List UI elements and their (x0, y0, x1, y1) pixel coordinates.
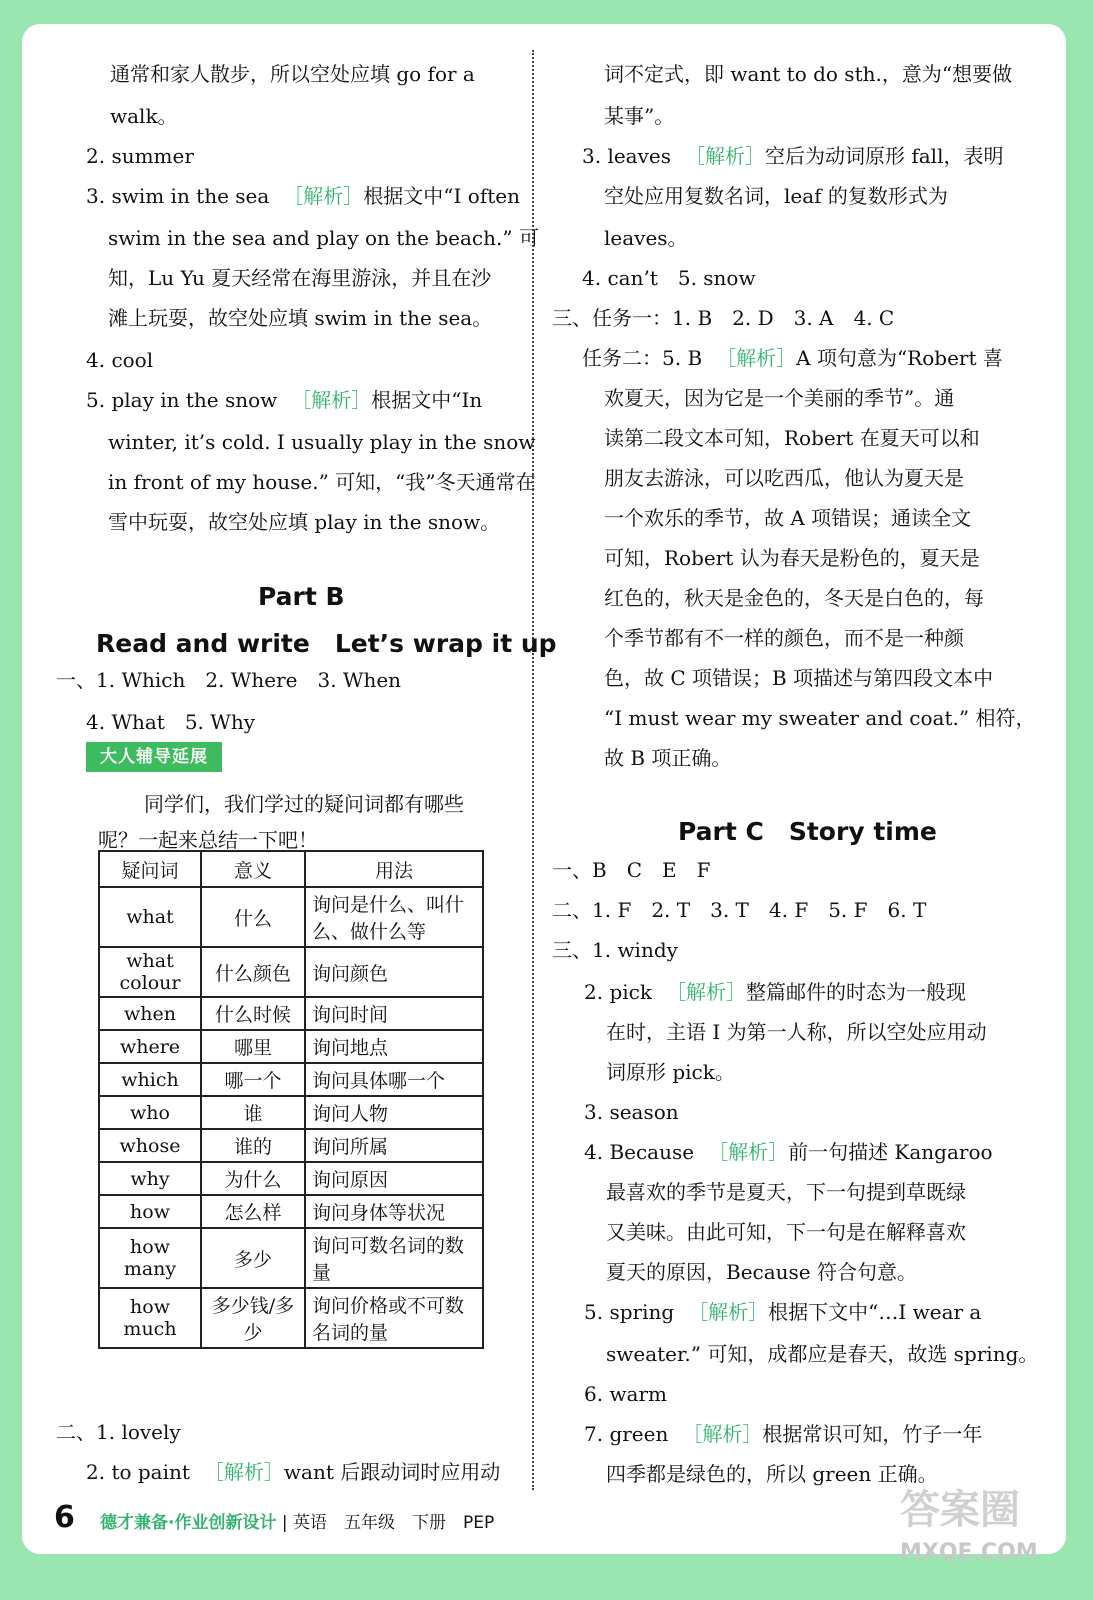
line-text: swim in the sea and play on the beach.” 可 (108, 226, 539, 250)
table-header-cell: 意义 (201, 851, 305, 887)
watermark-site: MXQE.COM (900, 1540, 1038, 1565)
left-text-line (86, 348, 153, 372)
line-text: 滩上玩耍，故空处应填 swim in the sea。 (108, 306, 493, 330)
table-cell: whose (99, 1129, 201, 1162)
left-text-line (86, 184, 520, 208)
table-cell: 谁的 (201, 1129, 305, 1162)
line-text-rest: 整篇邮件的时态为一般现 (745, 980, 966, 1004)
table-cell: what (99, 887, 201, 947)
line-text: 通常和家人散步，所以空处应填 go for a (110, 62, 475, 86)
line-text: 个季节都有不一样的颜色，而不是一种颜 (604, 626, 964, 650)
left-text-line (86, 144, 194, 168)
table-cell: 什么时候 (201, 997, 305, 1030)
table-row (99, 887, 483, 947)
line-text: 故 B 项正确。 (604, 746, 732, 770)
line-text: 5. play in the snow (86, 388, 278, 412)
left-text-line (108, 266, 491, 290)
table-cell: which (99, 1063, 201, 1096)
left-text-line (108, 306, 492, 330)
line-text-rest: want 后跟动词时应用动 (283, 1460, 501, 1484)
heading-part-c: Part C Story time (678, 817, 937, 846)
watermark-logo: 答案圈 (900, 1487, 1020, 1533)
right-text-line (582, 144, 1003, 168)
line-text: 任务二：5. B (582, 346, 703, 370)
right-text-line (604, 546, 980, 570)
line-text: 色，故 C 项错误；B 项描述与第四段文本中 (604, 666, 994, 690)
table-cell: 谁 (201, 1096, 305, 1129)
line-text: 3. season (584, 1100, 679, 1124)
table-cell: 怎么样 (201, 1195, 305, 1228)
line-text: 4. can’t 5. snow (582, 266, 756, 290)
table-row (99, 947, 483, 997)
analysis-tag: ［解析］ (685, 144, 765, 168)
line-text: 知，Lu Yu 夏天经常在海里游泳，并且在沙 (108, 266, 492, 290)
heading-part-b: Part B (258, 582, 345, 611)
table-cell: 询问原因 (305, 1162, 483, 1195)
right-text-line (604, 746, 731, 770)
line-text: 同学们，我们学过的疑问词都有哪些 (144, 792, 464, 816)
line-text: 朋友去游泳，可以吃西瓜，他认为夏天是 (604, 466, 964, 490)
right-text-line (582, 266, 756, 290)
line-text: 三、1. windy (552, 938, 678, 962)
right-text-line (606, 1342, 1038, 1366)
line-text: 三、任务一：1. B 2. D 3. A 4. C (552, 306, 895, 330)
line-text: 又美味。由此可知，下一句是在解释喜欢 (606, 1220, 966, 1244)
table-cell: when (99, 997, 201, 1030)
table-cell: 询问可数名词的数量 (305, 1228, 483, 1288)
right-text-line (606, 1260, 917, 1284)
line-text: 2. summer (86, 144, 194, 168)
line-text-rest: 根据常识可知，竹子一年 (762, 1422, 983, 1446)
line-text: 二、1. lovely (56, 1420, 181, 1444)
right-text-line (604, 666, 993, 690)
right-text-line (606, 1020, 987, 1044)
left-text-line (108, 226, 539, 250)
left-text-line (144, 792, 464, 816)
right-text-line (604, 586, 984, 610)
line-text: sweater.” 可知，成都应是春天，故选 spring。 (606, 1342, 1039, 1366)
line-text: 4. What 5. Why (86, 710, 256, 734)
table-cell: how much (99, 1288, 201, 1348)
table-cell: 询问时间 (305, 997, 483, 1030)
right-text-line (604, 706, 1035, 730)
analysis-tag: ［解析］ (682, 1422, 763, 1446)
right-text-line (584, 1382, 667, 1406)
right-text-line (584, 1422, 982, 1446)
left-text-line (98, 828, 318, 852)
table-row (99, 1129, 483, 1162)
table-cell: 询问是什么、叫什么、做什么等 (305, 887, 483, 947)
right-text-line (604, 626, 964, 650)
line-text: 最喜欢的季节是夏天，下一句提到草既绿 (606, 1180, 966, 1204)
footer-brand: 德才兼备·作业创新设计 (100, 1513, 277, 1533)
line-text: 雪中玩耍，故空处应填 play in the snow。 (108, 510, 501, 534)
line-text: 呢？一起来总结一下吧！ (98, 828, 318, 852)
line-text: 3. leaves (582, 144, 671, 168)
right-text-line (604, 62, 1012, 86)
table-header-cell: 疑问词 (99, 851, 201, 887)
right-text-line (606, 1060, 735, 1084)
line-text: 可知，Robert 认为春天是粉色的，夏天是 (604, 546, 980, 570)
line-text: walk。 (110, 104, 178, 128)
table-cell: 询问所属 (305, 1129, 483, 1162)
right-text-line (604, 506, 971, 530)
line-text: in front of my house.” 可知，“我”冬天通常在 (108, 470, 536, 494)
analysis-tag: ［解析］ (203, 1460, 284, 1484)
right-text-line (552, 898, 926, 922)
column-divider (532, 50, 534, 1490)
left-text-line (86, 388, 482, 412)
table-cell: 多少钱/多少 (201, 1288, 305, 1348)
table-header-row (99, 851, 483, 887)
line-text: 4. cool (86, 348, 154, 372)
right-text-line (604, 426, 980, 450)
line-text: 5. spring (584, 1300, 675, 1324)
table-cell: 什么颜色 (201, 947, 305, 997)
table-cell: 询问人物 (305, 1096, 483, 1129)
right-text-line (604, 226, 688, 250)
left-text-line (56, 668, 401, 692)
right-text-line (604, 386, 954, 410)
right-text-line (552, 938, 678, 962)
question-words-table (98, 850, 484, 1349)
line-text: 2. to paint (86, 1460, 190, 1484)
right-text-line (552, 858, 710, 882)
line-text: 一、B C E F (552, 858, 711, 882)
table-row (99, 1288, 483, 1348)
line-text-rest: 空后为动词原形 fall，表明 (765, 144, 1004, 168)
line-text-rest: 根据下文中“…I wear a (768, 1300, 982, 1324)
analysis-tag: ［解析］ (291, 388, 372, 412)
table-cell: 询问价格或不可数名词的量 (305, 1288, 483, 1348)
table-cell: how many (99, 1228, 201, 1288)
line-text: 二、1. F 2. T 3. T 4. F 5. F 6. T (552, 898, 927, 922)
analysis-tag: ［解析］ (665, 980, 746, 1004)
right-text-line (606, 1462, 938, 1486)
line-text-rest: 前一句描述 Kangaroo (788, 1140, 993, 1164)
right-text-line (584, 1140, 993, 1164)
table-row (99, 1228, 483, 1288)
left-text-line (56, 1420, 181, 1444)
table-row (99, 1195, 483, 1228)
table-cell: how (99, 1195, 201, 1228)
table-cell: 哪一个 (201, 1063, 305, 1096)
analysis-tag: ［解析］ (688, 1300, 769, 1324)
line-text: 四季都是绿色的，所以 green 正确。 (606, 1462, 938, 1486)
table-cell: what colour (99, 947, 201, 997)
line-text: 一、1. Which 2. Where 3. When (56, 668, 402, 692)
right-text-line (584, 1100, 679, 1124)
right-text-line (584, 980, 966, 1004)
table-cell: 询问地点 (305, 1030, 483, 1063)
tutor-extension-badge: 大人辅导延展 (86, 742, 222, 772)
analysis-tag: ［解析］ (708, 1140, 789, 1164)
table-cell: 为什么 (201, 1162, 305, 1195)
table-cell: 哪里 (201, 1030, 305, 1063)
line-text-rest: 根据文中“In (371, 388, 483, 412)
analysis-tag: ［解析］ (283, 184, 364, 208)
table-row (99, 1063, 483, 1096)
line-text-rest: 根据文中“I often (363, 184, 520, 208)
table-row (99, 1096, 483, 1129)
left-text-line (86, 1460, 500, 1484)
table-row (99, 1162, 483, 1195)
analysis-tag: ［解析］ (716, 346, 797, 370)
heading-read-and-write: Read and write Let’s wrap it up (96, 629, 557, 658)
line-text: winter, it’s cold. I usually play in the snow (108, 430, 536, 454)
table-cell: 什么 (201, 887, 305, 947)
left-text-line (108, 430, 535, 454)
line-text: 欢夏天，因为它是一个美丽的季节”。通 (604, 386, 955, 410)
line-text: 6. warm (584, 1382, 668, 1406)
line-text-rest: A 项句意为“Robert 喜 (796, 346, 1003, 370)
left-text-line (110, 62, 475, 86)
left-text-line (108, 470, 536, 494)
line-text: 某事”。 (604, 104, 675, 128)
line-text: 读第二段文本可知，Robert 在夏天可以和 (604, 426, 980, 450)
line-text: 2. pick (584, 980, 652, 1004)
line-text: leaves。 (604, 226, 688, 250)
right-text-line (604, 466, 964, 490)
line-text: 在时，主语 I 为第一人称，所以空处应用动 (606, 1020, 987, 1044)
page-number: 6 (54, 1500, 75, 1535)
table-cell: who (99, 1096, 201, 1129)
table-row (99, 1030, 483, 1063)
left-text-line (86, 710, 255, 734)
table-cell: 多少 (201, 1228, 305, 1288)
left-text-line (110, 104, 178, 128)
table-cell: why (99, 1162, 201, 1195)
right-text-line (584, 1300, 981, 1324)
line-text: 3. swim in the sea (86, 184, 270, 208)
footer-text (100, 1508, 494, 1533)
line-text: 4. Because (584, 1140, 695, 1164)
line-text: 夏天的原因，Because 符合句意。 (606, 1260, 917, 1284)
line-text: 红色的，秋天是金色的，冬天是白色的，每 (604, 586, 984, 610)
left-text-line (108, 510, 500, 534)
line-text: “I must wear my sweater and coat.” 相符， (604, 706, 1036, 730)
line-text: 一个欢乐的季节，故 A 项错误；通读全文 (604, 506, 972, 530)
table-row (99, 997, 483, 1030)
right-text-line (606, 1180, 966, 1204)
table-header-cell: 用法 (305, 851, 483, 887)
right-text-line (604, 184, 948, 208)
line-text: 词原形 pick。 (606, 1060, 735, 1084)
table-cell: 询问身体等状况 (305, 1195, 483, 1228)
right-text-line (552, 306, 894, 330)
table-cell: where (99, 1030, 201, 1063)
line-text: 词不定式，即 want to do sth.，意为“想要做 (604, 62, 1013, 86)
right-text-line (604, 104, 674, 128)
line-text: 空处应用复数名词，leaf 的复数形式为 (604, 184, 948, 208)
table-cell: 询问具体哪一个 (305, 1063, 483, 1096)
table-cell: 询问颜色 (305, 947, 483, 997)
right-text-line (606, 1220, 966, 1244)
right-text-line (582, 346, 1003, 370)
line-text: 7. green (584, 1422, 669, 1446)
footer-info: | 英语 五年级 下册 PEP (281, 1513, 495, 1533)
